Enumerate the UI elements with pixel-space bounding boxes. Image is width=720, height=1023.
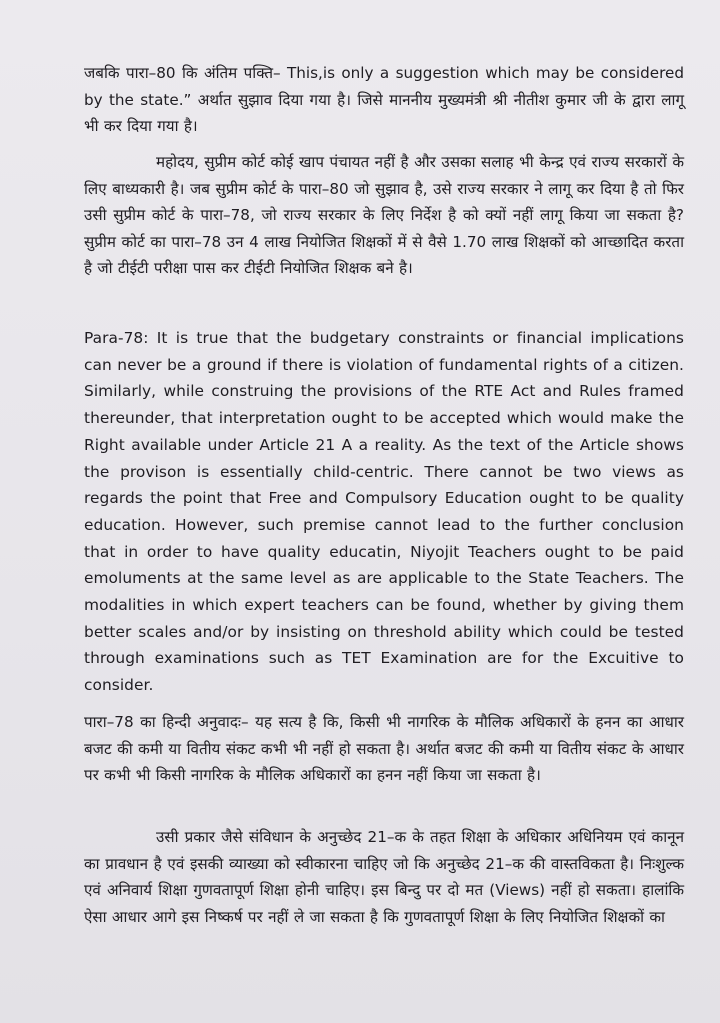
paragraph-para78-english: Para-78: It is true that the budgetary constraints or financial implications can never be a ground if there is violation of fundamental rights of a citizen. Similarly, while construing the provisions of the RTE Act and Rules framed thereunder, that interpretation ought to be accepted which would make the Right available under Article 21 A a reality. As the text of the Article shows the provison is essentially child-centric. There cannot be two views as regards the point that Free and Compulsory Education ought to be quality education. However, such premise cannot lead to the further conclusion that in order to have quality educatin, Niyojit Teachers ought to be paid emoluments at the same level as are applicable to the State Teachers. The modalities in which expert teachers can be found, whether by giving them better scales and/or by insisting on threshold ability which could be tested through examinations such as TET Examination are for the Excuitive to consider.	[84, 329, 684, 695]
paragraph-article-21a: उसी प्रकार जैसे संविधान के अनुच्छेद 21–क के तहत शिक्षा के अधिकार अधिनियम एवं कानून का प्रावधान है एवं इसकी व्याख्या को स्वीकारना चाहिए जो कि अनुच्छेद 21–क की वास्तविकता है। निःशुल्क एवं अनिवार्य शिक्षा गुणवतापूर्ण शिक्षा होनी चाहिए। इस बिन्दु पर दो मत (Views) नहीं हो सकता। हालांकि ऐसा आधार आगे इस निष्कर्ष पर नहीं ले जा सकता है कि गुणवतापूर्ण शिक्षा के लिए नियोजित शिक्षकों का	[84, 828, 684, 926]
paragraph-para78-hindi-translation: पारा–78 का हिन्दी अनुवादः– यह सत्य है कि, किसी भी नागरिक के मौलिक अधिकारों के हनन का आधार बजट की कमी या वितीय संकट कभी भी नहीं हो सकता है। अर्थात बजट की कमी या वितीय संकट के आधार पर कभी भी किसी नागरिक के मौलिक अधिकारों का हनन नहीं किया जा सकता है।	[84, 713, 684, 785]
paragraph-supreme-court-advice: महोदय, सुप्रीम कोर्ट कोई खाप पंचायत नहीं है और उसका सलाह भी केन्द्र एवं राज्य सरकारों के लिए बाध्यकारी है। जब सुप्रीम कोर्ट के पारा–80 जो सुझाव है, उसे राज्य सरकार ने लागू कर दिया है तो फिर उसी सुप्रीम कोर्ट के पारा–78, जो राज्य सरकार के लिए निर्देश है को क्यों नहीं लागू किया जा सकता है? सुप्रीम कोर्ट का पारा–78 उन 4 लाख नियोजित शिक्षकों में से वैसे 1.70 लाख शिक्षकों को आच्छादित करता है जो टीईटी परीक्षा पास कर टीईटी नियोजित शिक्षक बने है।	[84, 153, 684, 278]
paragraph-para80-final-line: जबकि पारा–80 कि अंतिम पक्ति– This,is only a suggestion which may be considered by the state.” अर्थात सुझाव दिया गया है। जिसे माननीय मुख्यमंत्री श्री नीतीश कुमार जी के द्वारा लागू भी कर दिया गया है।	[84, 64, 684, 136]
